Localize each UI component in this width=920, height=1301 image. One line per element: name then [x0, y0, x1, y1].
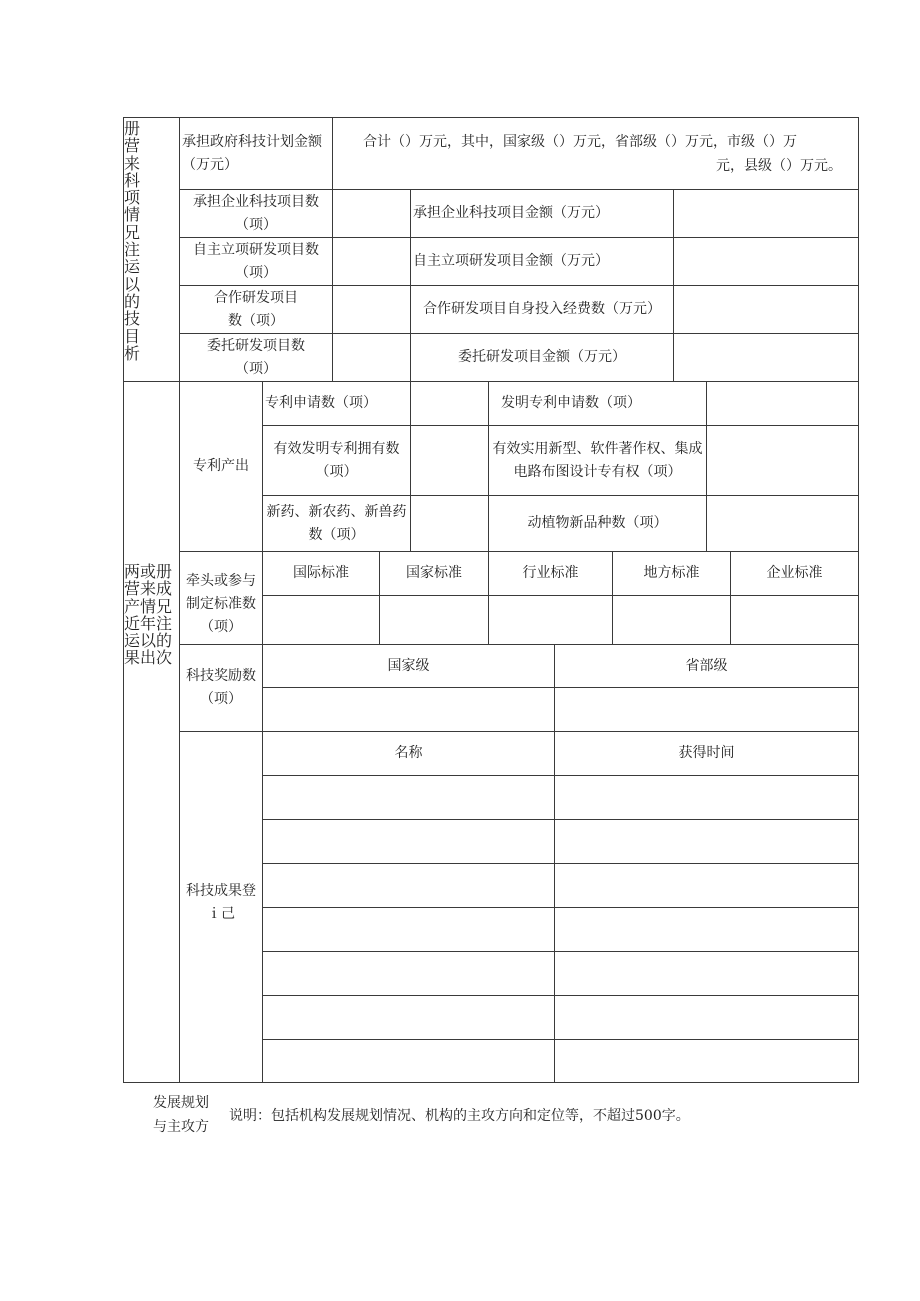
enterprise-amount-value[interactable] [674, 190, 858, 237]
achievements-header-date: 获得时间 [678, 745, 735, 761]
footer-note: 说明：包括机构发展规划情况、机构的主攻方向和定位等，不超过500字。 [229, 1108, 690, 1124]
independent-amount-value[interactable] [674, 238, 858, 285]
awards-header-provincial: 省部级 [685, 657, 728, 674]
utility-label: 有效实用新型、软件著作权、集成电路布图设计专有权（项） [492, 440, 703, 480]
gov-plan-value-line2: 元，县级（）万元。 [716, 158, 842, 174]
gov-plan-label: 承担政府科技计划金额（万元） [182, 133, 322, 173]
enterprise-count-value[interactable] [333, 190, 410, 237]
enterprise-amount-label: 承担企业科技项目金额（万元） [413, 205, 609, 221]
awards-value-provincial[interactable] [555, 688, 858, 731]
achievement-row-4-date[interactable] [555, 908, 858, 951]
awards-label: 科技奖励数（项） [186, 668, 256, 707]
achievement-row-2-name[interactable] [263, 820, 554, 863]
standards-value-enterprise[interactable] [731, 596, 858, 644]
achievement-row-2-date[interactable] [555, 820, 858, 863]
gov-plan-value [333, 118, 858, 189]
achievement-row-1-date[interactable] [555, 776, 858, 819]
entrust-amount-value[interactable] [674, 334, 858, 381]
standards-header-enterprise: 企业标准 [766, 565, 823, 581]
coop-amount-value[interactable] [674, 286, 858, 333]
entrust-amount-label: 委托研发项目金额（万元） [458, 349, 626, 365]
standards-value-international[interactable] [263, 596, 379, 644]
footer-label [153, 1091, 223, 1139]
new-drug-value[interactable] [411, 496, 488, 551]
invention-apply-label: 发明专利申请数（项） [501, 395, 641, 411]
standards-header-industry: 行业标准 [522, 565, 579, 581]
achievements-header-name: 名称 [394, 745, 423, 761]
standards-label: 牵头或参与制定标准数（项） [186, 573, 256, 635]
achievement-row-6-date[interactable] [555, 996, 858, 1039]
entrust-count-label: 委托研发项目数（项） [207, 337, 305, 377]
achievement-row-7-date[interactable] [555, 1040, 858, 1082]
gov-plan-value-line1: 合计（）万元，其中，国家级（）万元，省部级（）万元，市级（）万 [363, 134, 797, 150]
patent-apply-value[interactable] [411, 382, 488, 425]
utility-value[interactable] [707, 426, 858, 495]
coop-count-value[interactable] [333, 286, 410, 333]
new-variety-label: 动植物新品种数（项） [527, 515, 668, 531]
patent-apply-label: 专利申请数（项） [265, 395, 377, 411]
standards-header-national: 国家标准 [406, 565, 462, 581]
invention-apply-value[interactable] [707, 382, 858, 425]
awards-value-national[interactable] [263, 688, 554, 731]
section1-vertical-title: 册营来科项情兄注运以的技目析 [124, 119, 141, 363]
independent-amount-label: 自主立项研发项目金额（万元） [413, 253, 609, 269]
entrust-count-value[interactable] [333, 334, 410, 381]
standards-value-local[interactable] [613, 596, 730, 644]
coop-count-label: 合作研发项目数（项） [214, 289, 298, 329]
achievement-row-6-name[interactable] [263, 996, 554, 1039]
achievement-row-5-name[interactable] [263, 952, 554, 995]
standards-value-national[interactable] [380, 596, 488, 644]
independent-count-value[interactable] [333, 238, 410, 285]
achievement-row-4-name[interactable] [263, 908, 554, 951]
new-drug-label: 新药、新农药、新兽药数（项） [266, 503, 407, 543]
enterprise-count-label: 承担企业科技项目数（项） [193, 193, 319, 233]
new-variety-value[interactable] [707, 496, 858, 551]
patent-group-label: 专利产出 [193, 458, 249, 474]
section2-vertical-title: 两或册营来成产情兄近年注运以的果出次 [124, 562, 173, 668]
achievements-label: 科技成果登ｉ己 [186, 883, 256, 922]
independent-count-label: 自主立项研发项目数（项） [193, 241, 319, 281]
achievement-row-7-name[interactable] [263, 1040, 554, 1082]
awards-header-national: 国家级 [387, 657, 430, 674]
achievement-row-3-date[interactable] [555, 864, 858, 907]
standards-value-industry[interactable] [489, 596, 612, 644]
invention-owned-value[interactable] [411, 426, 488, 495]
achievement-row-1-name[interactable] [263, 776, 554, 819]
achievement-row-5-date[interactable] [555, 952, 858, 995]
footer-label-line2: 与主攻方 [153, 1119, 209, 1135]
footer-label-line1: 发展规划 [153, 1095, 209, 1111]
invention-owned-label: 有效发明专利拥有数（项） [273, 440, 400, 480]
achievement-row-3-name[interactable] [263, 864, 554, 907]
coop-amount-label: 合作研发项目自身投入经费数（万元） [423, 301, 661, 317]
standards-header-local: 地方标准 [643, 565, 700, 581]
standards-header-international: 国际标准 [293, 565, 349, 581]
